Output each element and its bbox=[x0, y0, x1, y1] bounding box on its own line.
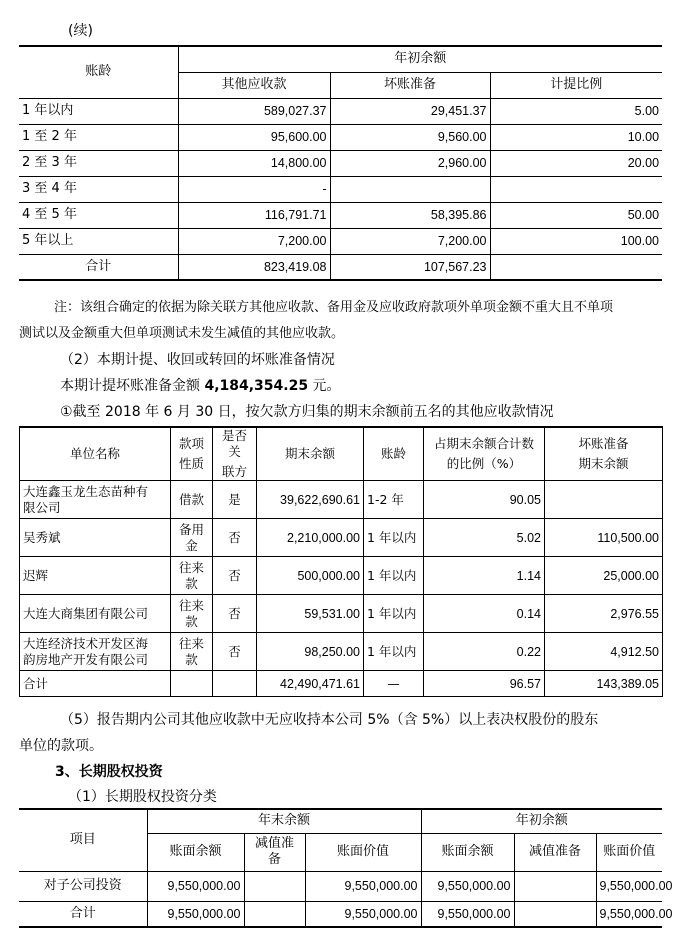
row-age: 1 年以内 bbox=[364, 633, 424, 671]
header-opening-balance: 年初余额 bbox=[178, 46, 662, 72]
row-amount: 589,027.37 bbox=[178, 98, 330, 124]
row-ratio: 5.00 bbox=[490, 98, 662, 124]
row-related: 否 bbox=[213, 519, 257, 557]
row-bad bbox=[545, 481, 663, 519]
total-label: 合计 bbox=[19, 254, 178, 280]
row-name bbox=[20, 633, 171, 671]
row-nature-l2: 款 bbox=[185, 651, 198, 667]
row-bad: 2,976.55 bbox=[545, 595, 663, 633]
total-amount: 823,419.08 bbox=[178, 254, 330, 280]
header-unit-name: 单位名称 bbox=[20, 427, 171, 481]
row-nature-l1: 往来 bbox=[178, 635, 204, 651]
row-begin-value: 9,550,000.00 bbox=[596, 871, 662, 901]
header-percentage bbox=[424, 427, 545, 481]
total-end-impair bbox=[244, 901, 305, 927]
row-nature-l2: 款 bbox=[185, 613, 198, 629]
row-pct: 1.14 bbox=[424, 557, 545, 595]
row-related: 否 bbox=[213, 557, 257, 595]
total-begin-impair bbox=[514, 901, 596, 927]
total-bad-debt: 107,567.23 bbox=[330, 254, 490, 280]
row-nature bbox=[171, 633, 213, 671]
header-bad-l1: 坏账准备 bbox=[578, 436, 629, 451]
row-age: 1 年以内 bbox=[364, 557, 424, 595]
row-related: 否 bbox=[213, 633, 257, 671]
total-ratio bbox=[490, 254, 662, 280]
header-begin-balance: 年初余额 bbox=[421, 809, 662, 833]
header-begin-impair: 减值准备 bbox=[514, 833, 596, 871]
row-nature-l1: 备用 bbox=[178, 521, 204, 537]
total-nature bbox=[171, 671, 213, 697]
header-ratio: 计提比例 bbox=[490, 72, 662, 98]
total-related bbox=[213, 671, 257, 697]
section-2-title: （2）本期计提、收回或转回的坏账准备情况 bbox=[60, 352, 335, 368]
row-age: 2 至 3 年 bbox=[19, 150, 178, 176]
header-nature-l1: 款项 bbox=[178, 436, 204, 451]
row-balance: 2,210,000.00 bbox=[257, 519, 364, 557]
total-pct: 96.57 bbox=[424, 671, 545, 697]
total-end-value: 9,550,000.00 bbox=[305, 901, 421, 927]
header-nature bbox=[171, 427, 213, 481]
row-begin-book: 9,550,000.00 bbox=[421, 871, 514, 901]
row-name-l1: 大连经济技术开发区海 bbox=[23, 635, 149, 651]
row-name-l1: 迟辉 bbox=[23, 567, 49, 583]
total-label: 合计 bbox=[19, 901, 147, 927]
header-pct-l2: 的比例（%） bbox=[446, 456, 522, 471]
aging-bad-debt-table bbox=[19, 45, 662, 281]
provision-line bbox=[60, 377, 341, 395]
row-related: 是 bbox=[213, 481, 257, 519]
table-row bbox=[19, 871, 662, 901]
table-row bbox=[20, 481, 663, 519]
para-5-line-1: （5）报告期内公司其他应收款中无应收持本公司 5%（含 5%）以上表决权股份的股东 bbox=[60, 712, 599, 728]
row-age: 4 至 5 年 bbox=[19, 202, 178, 228]
row-item: 对子公司投资 bbox=[19, 871, 147, 901]
section-3-subtitle: （1）长期股权投资分类 bbox=[68, 789, 217, 805]
row-age: 1 年以内 bbox=[364, 595, 424, 633]
row-ratio: 10.00 bbox=[490, 124, 662, 150]
row-end-value: 9,550,000.00 bbox=[305, 871, 421, 901]
table-row bbox=[20, 633, 663, 671]
top5-receivables-table bbox=[19, 426, 663, 697]
row-bad: 25,000.00 bbox=[545, 557, 663, 595]
total-row bbox=[19, 901, 662, 927]
row-name-l1: 大连大商集团有限公司 bbox=[23, 605, 149, 621]
header-related-l2: 联方 bbox=[221, 464, 247, 479]
row-name bbox=[20, 595, 171, 633]
header-ending-balance: 期末余额 bbox=[257, 427, 364, 481]
total-balance: 42,490,471.61 bbox=[257, 671, 364, 697]
row-nature bbox=[171, 595, 213, 633]
row-ratio: 50.00 bbox=[490, 202, 662, 228]
header-begin-value: 账面价值 bbox=[596, 833, 662, 871]
row-pct: 0.14 bbox=[424, 595, 545, 633]
row-age: 1 至 2 年 bbox=[19, 124, 178, 150]
continued-label: (续) bbox=[68, 23, 93, 39]
header-end-impair-l1: 减值准 bbox=[254, 836, 294, 851]
row-bad-debt bbox=[330, 176, 490, 202]
row-bad: 110,500.00 bbox=[545, 519, 663, 557]
row-nature-l2: 款 bbox=[185, 575, 198, 591]
row-nature-l1: 往来 bbox=[178, 559, 204, 575]
section-3-title: 3、长期股权投资 bbox=[55, 764, 163, 780]
total-age: — bbox=[364, 671, 424, 697]
row-bad: 4,912.50 bbox=[545, 633, 663, 671]
header-end-impair-l2: 备 bbox=[267, 852, 281, 867]
row-ratio: 100.00 bbox=[490, 228, 662, 254]
row-end-book: 9,550,000.00 bbox=[147, 871, 244, 901]
row-name bbox=[20, 519, 171, 557]
table-row bbox=[19, 98, 662, 124]
row-bad-debt: 58,395.86 bbox=[330, 202, 490, 228]
header-end-balance: 年末余额 bbox=[147, 809, 421, 833]
row-nature bbox=[171, 481, 213, 519]
note-line-1: 注：该组合确定的依据为除关联方其他应收款、备用金及应收政府款项外单项金额不重大且不单项 bbox=[54, 300, 614, 315]
row-balance: 59,531.00 bbox=[257, 595, 364, 633]
total-row bbox=[19, 254, 662, 280]
header-bad-debt-ending bbox=[545, 427, 663, 481]
row-amount: 14,800.00 bbox=[178, 150, 330, 176]
header-bad-l2: 期末余额 bbox=[578, 456, 629, 471]
row-age: 1-2 年 bbox=[364, 481, 424, 519]
row-name-l1: 大连鑫玉龙生态苗种有 bbox=[23, 483, 149, 499]
header-age: 账龄 bbox=[364, 427, 424, 481]
row-nature-l1: 借款 bbox=[178, 491, 204, 507]
row-amount: 116,791.71 bbox=[178, 202, 330, 228]
row-pct: 5.02 bbox=[424, 519, 545, 557]
row-name bbox=[20, 481, 171, 519]
row-nature bbox=[171, 519, 213, 557]
table-row bbox=[20, 557, 663, 595]
header-related bbox=[213, 427, 257, 481]
row-bad-debt: 2,960.00 bbox=[330, 150, 490, 176]
provision-suffix: 元。 bbox=[308, 378, 341, 394]
total-row bbox=[20, 671, 663, 697]
header-item: 项目 bbox=[19, 809, 147, 871]
provision-prefix: 本期计提坏账准备金额 bbox=[60, 378, 205, 394]
total-label: 合计 bbox=[20, 671, 171, 697]
row-bad-debt: 29,451.37 bbox=[330, 98, 490, 124]
row-balance: 500,000.00 bbox=[257, 557, 364, 595]
total-begin-book: 9,550,000.00 bbox=[421, 901, 514, 927]
row-begin-impair bbox=[514, 871, 596, 901]
row-ratio bbox=[490, 176, 662, 202]
row-bad-debt: 7,200.00 bbox=[330, 228, 490, 254]
table-row bbox=[20, 519, 663, 557]
table-row bbox=[19, 150, 662, 176]
row-bad-debt: 9,560.00 bbox=[330, 124, 490, 150]
row-pct: 90.05 bbox=[424, 481, 545, 519]
row-end-impair bbox=[244, 871, 305, 901]
row-nature bbox=[171, 557, 213, 595]
row-name bbox=[20, 557, 171, 595]
row-age: 3 至 4 年 bbox=[19, 176, 178, 202]
row-ratio: 20.00 bbox=[490, 150, 662, 176]
para-5-line-2: 单位的款项。 bbox=[19, 738, 103, 754]
table-row bbox=[19, 124, 662, 150]
row-nature-l1: 往来 bbox=[178, 597, 204, 613]
long-term-equity-table bbox=[19, 808, 673, 928]
row-name-l1: 吴秀斌 bbox=[23, 529, 61, 545]
row-nature-l2: 金 bbox=[185, 537, 198, 553]
row-name-l2: 韵房地产开发有限公司 bbox=[23, 651, 149, 667]
row-pct: 0.22 bbox=[424, 633, 545, 671]
top5-title: ①截至 2018 年 6 月 30 日，按欠款方归集的期末余额前五名的其他应收款情况 bbox=[60, 404, 554, 420]
header-begin-book: 账面余额 bbox=[421, 833, 514, 871]
row-age: 1 年以内 bbox=[364, 519, 424, 557]
row-name-l2: 限公司 bbox=[23, 499, 61, 515]
header-bad-debt: 坏账准备 bbox=[330, 72, 490, 98]
total-begin-value: 9,550,000.00 bbox=[596, 901, 662, 927]
header-related-l1: 是否关 bbox=[221, 428, 247, 459]
total-end-book: 9,550,000.00 bbox=[147, 901, 244, 927]
row-balance: 98,250.00 bbox=[257, 633, 364, 671]
provision-amount: 4,184,354.25 bbox=[204, 378, 309, 394]
header-nature-l2: 性质 bbox=[178, 456, 204, 471]
header-end-impair bbox=[244, 833, 305, 871]
row-amount: 7,200.00 bbox=[178, 228, 330, 254]
row-age: 1 年以内 bbox=[19, 98, 178, 124]
header-end-book: 账面余额 bbox=[147, 833, 244, 871]
row-age: 5 年以上 bbox=[19, 228, 178, 254]
table-row bbox=[19, 176, 662, 202]
total-bad: 143,389.05 bbox=[545, 671, 663, 697]
table-row bbox=[19, 202, 662, 228]
row-amount: - bbox=[178, 176, 330, 202]
row-balance: 39,622,690.61 bbox=[257, 481, 364, 519]
row-amount: 95,600.00 bbox=[178, 124, 330, 150]
row-related: 否 bbox=[213, 595, 257, 633]
table-row bbox=[20, 595, 663, 633]
header-pct-l1: 占期末余额合计数 bbox=[433, 436, 534, 451]
table-row bbox=[19, 228, 662, 254]
header-other-receivable: 其他应收款 bbox=[178, 72, 330, 98]
header-end-value: 账面价值 bbox=[305, 833, 421, 871]
note-line-2: 测试以及金额重大但单项测试未发生减值的其他应收款。 bbox=[19, 326, 345, 341]
header-age: 账龄 bbox=[19, 46, 178, 98]
